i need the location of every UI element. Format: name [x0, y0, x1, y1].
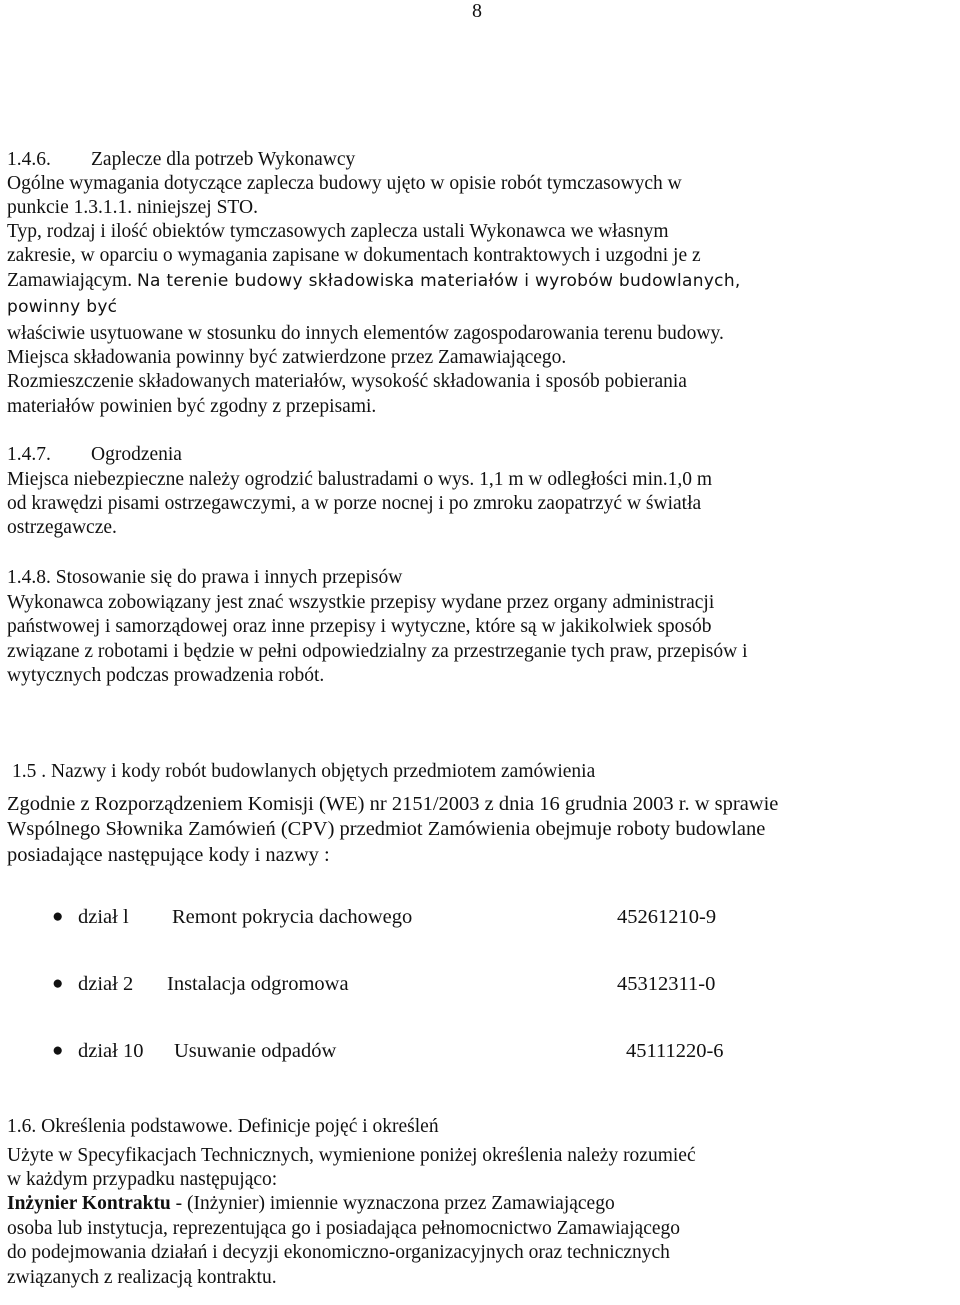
item-code: 45261210-9 — [617, 906, 717, 928]
paragraph-line: posiadające następujące kody i nazwy : — [7, 844, 330, 866]
definition-line: osoba lub instytucja, reprezentująca go i posiadająca pełnomocnictwo Zamawiającego — [7, 1218, 681, 1239]
section-148-heading: 1.4.8. Stosowanie się do prawa i innych przepisów — [7, 567, 403, 588]
section-number: 1.4.7. — [7, 444, 51, 465]
item-code: 45312311-0 — [617, 973, 716, 995]
paragraph-line: w każdym przypadku następująco: — [7, 1169, 278, 1190]
paragraph-line: Zgodnie z Rozporządzeniem Komisji (WE) nr 2151/2003 z dnia 16 grudnia 2003 r. w sprawie — [7, 793, 779, 815]
paragraph-fragment: Zamawiającym. — [7, 270, 133, 291]
item-name: Remont pokrycia dachowego — [172, 906, 413, 928]
bullet-icon: ● — [52, 906, 64, 927]
paragraph-line: państwowej i samorządowej oraz inne przepisy i wytyczne, które są w jakikolwiek sposób — [7, 616, 712, 637]
definition-line: związanych z realizacją kontraktu. — [7, 1267, 277, 1288]
item-name: Instalacja odgromowa — [167, 973, 349, 995]
paragraph-line: zakresie, w oparciu o wymagania zapisane w dokumentach kontraktowych i uzgodni je z — [7, 245, 701, 266]
section-16-heading: 1.6. Określenia podstawowe. Definicje pojęć i określeń — [7, 1116, 439, 1137]
paragraph-line: Ogólne wymagania dotyczące zaplecza budowy ujęto w opisie robót tymczasowych w — [7, 173, 682, 194]
section-147-heading — [7, 443, 182, 467]
paragraph-line: Wspólnego Słownika Zamówień (CPV) przedmiot Zamówienia obejmuje roboty budowlane — [7, 818, 766, 840]
paragraph-line: właściwie usytuowane w stosunku do innych elementów zagospodarowania terenu budowy. — [7, 323, 724, 344]
section-number: 1.4.6. — [7, 149, 51, 170]
section-title: Ogrodzenia — [91, 444, 182, 465]
defined-term: Inżynier Kontraktu — [7, 1193, 171, 1214]
item-division: dział 10 — [78, 1040, 144, 1062]
definition-line: do podejmowania działań i decyzji ekonomiczno-organizacyjnych oraz technicznych — [7, 1242, 670, 1263]
paragraph-line: Miejsca składowania powinny być zatwierdzone przez Zamawiającego. — [7, 347, 567, 368]
paragraph-line: Użyte w Specyfikacjach Technicznych, wymienione poniżej określenia należy rozumieć — [7, 1145, 696, 1166]
paragraph-line: materiałów powinien być zgodny z przepisami. — [7, 396, 377, 417]
item-code: 45111220-6 — [626, 1040, 724, 1062]
paragraph-line: Typ, rodzaj i ilość obiektów tymczasowych zaplecza ustali Wykonawca we własnym — [7, 221, 669, 242]
paragraph-line: Wykonawca zobowiązany jest znać wszystkie przepisy wydane przez organy administracji — [7, 592, 715, 613]
paragraph-line: ostrzegawcze. — [7, 517, 117, 538]
item-division: dział 2 — [78, 973, 134, 995]
paragraph-line: związane z robotami i będzie w pełni odpowiedzialny za przestrzeganie tych praw, przepisów i — [7, 641, 748, 662]
definition-text: - (Inżynier) imiennie wyznaczona przez Zamawiającego — [170, 1193, 615, 1214]
bullet-icon: ● — [52, 1040, 64, 1061]
bullet-icon: ● — [52, 973, 64, 994]
item-name: Usuwanie odpadów — [174, 1040, 337, 1062]
list-item — [0, 906, 960, 934]
definition-line — [7, 1192, 615, 1216]
paragraph-line: Miejsca niebezpieczne należy ogrodzić balustradami o wys. 1,1 m w odległości min.1,0 m — [7, 469, 713, 490]
section-15-heading: 1.5 . Nazwy i kody robót budowlanych objętych przedmiotem zamówienia — [12, 761, 596, 782]
paragraph-line: od krawędzi pisami ostrzegawczymi, a w porze nocnej i po zmroku zaopatrzyć w światła — [7, 493, 702, 514]
paragraph-line: powinny być — [7, 297, 118, 317]
paragraph-line — [7, 269, 741, 293]
list-item — [0, 973, 960, 1001]
paragraph-line: punkcie 1.3.1.1. niniejszej STO. — [7, 197, 258, 218]
item-division: dział l — [78, 906, 129, 928]
paragraph-fragment: Na terenie budowy składowiska materiałów i wyrobów budowlanych, — [136, 271, 741, 291]
list-item — [0, 1040, 960, 1068]
section-title: Zaplecze dla potrzeb Wykonawcy — [91, 149, 356, 170]
paragraph-line: wytycznych podczas prowadzenia robót. — [7, 665, 325, 686]
page-number: 8 — [472, 0, 482, 22]
section-146-heading — [7, 148, 356, 172]
paragraph-line: Rozmieszczenie składowanych materiałów, wysokość składowania i sposób pobierania — [7, 371, 687, 392]
